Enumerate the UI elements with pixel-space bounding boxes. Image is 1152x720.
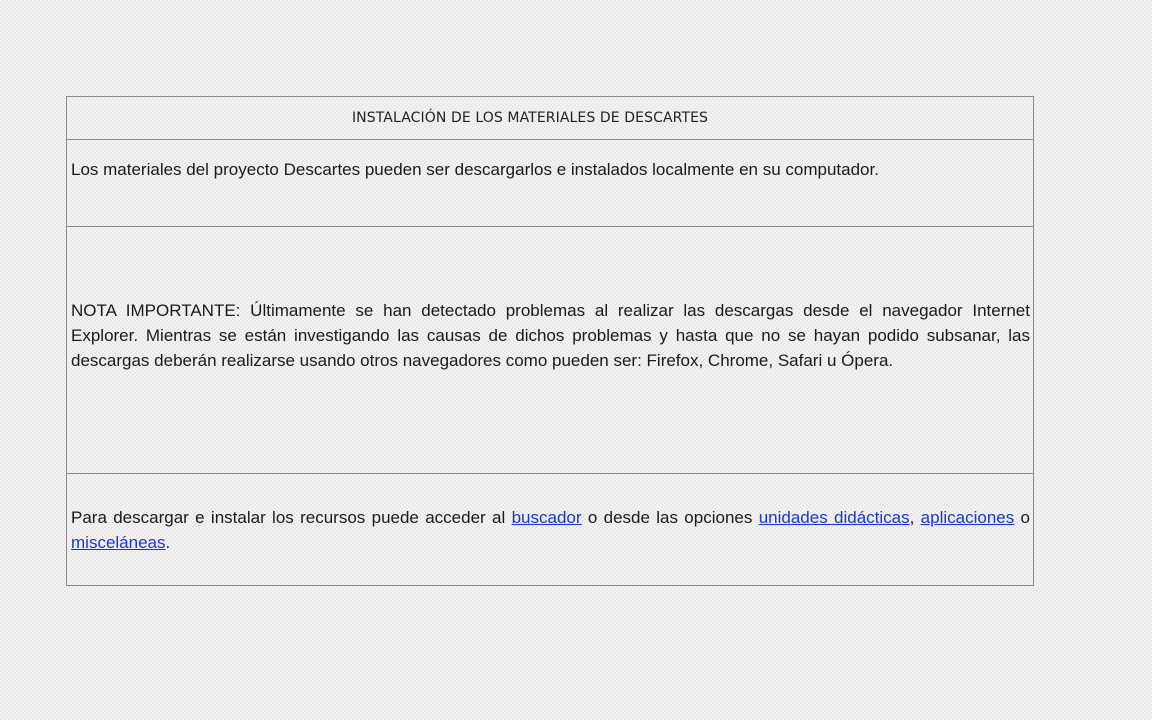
download-text-middle: o desde las opciones [581,508,759,527]
download-text-end: . [165,533,171,552]
installation-panel [66,96,1034,586]
download-instructions [67,505,1033,555]
intro-row [67,139,1033,226]
important-note-text: NOTA IMPORTANTE: Últimamente se han detectado problemas al realizar las descargas desde el navegador Internet Explorer. Mientras se están investigando las causas de dichos problemas y hasta que no se hayan podido subsanar, las descargas deberán realizarse usando otros navegadores como pueden ser: Firefox, Chrome, Safari u Ópera. [71,301,1030,370]
miscelaneas-link[interactable]: misceláneas [71,533,166,552]
panel-title-row [67,97,1033,139]
buscador-link[interactable]: buscador [511,508,582,527]
download-separator: , [909,508,921,527]
download-text-before: Para descargar e instalar los recursos puede acceder al [71,508,512,527]
aplicaciones-link[interactable]: aplicaciones [920,508,1015,527]
download-text-or: o [1014,508,1031,527]
panel-title: INSTALACIÓN DE LOS MATERIALES DE DESCARTES [351,110,709,126]
download-row [67,473,1033,585]
note-row [67,226,1033,473]
intro-text: Los materiales del proyecto Descartes pueden ser descargarlos e instalados localmente en su computador. [71,160,879,179]
unidades-didacticas-link[interactable]: unidades didácticas [758,508,910,527]
